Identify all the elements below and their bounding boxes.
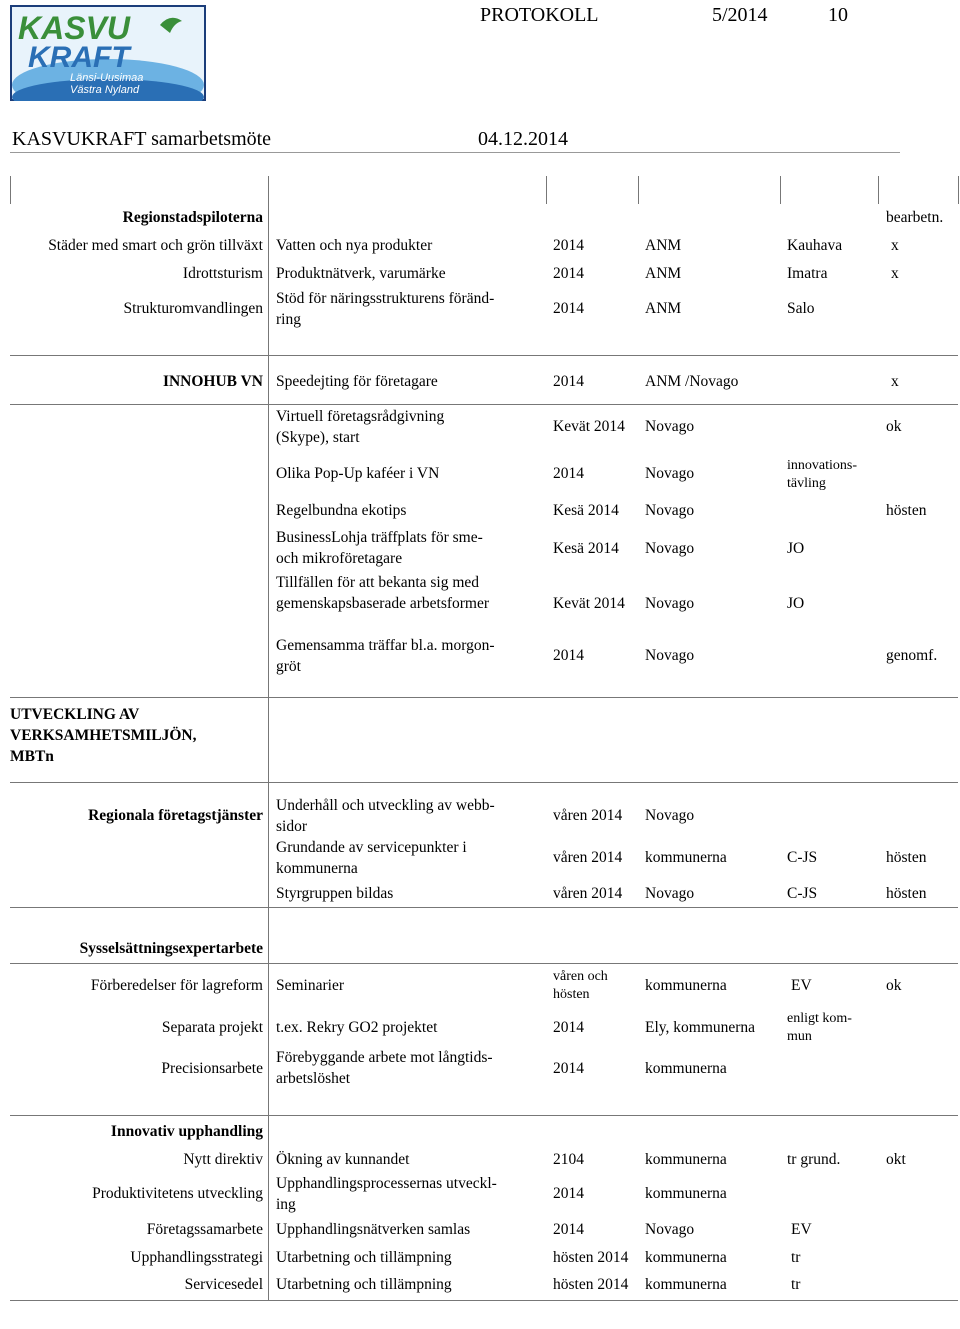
activity-cell: Produktnätverk, varumärke (276, 265, 446, 282)
time-cell: våren och (553, 969, 608, 984)
time-cell: hösten 2014 (553, 1276, 629, 1293)
responsible-cell: kommunerna (645, 849, 727, 866)
activity-cell: Regelbundna ekotips (276, 502, 407, 519)
time-cell: 2014 (553, 465, 584, 482)
svg-text:KASVU: KASVU (18, 10, 131, 46)
doc-type: PROTOKOLL (480, 4, 599, 26)
time-cell: 2014 (553, 265, 584, 282)
responsible-cell: kommunerna (645, 1276, 727, 1293)
doc-number: 5/2014 (712, 4, 768, 26)
activity-cell: Underhåll och utveckling av webb- (276, 797, 495, 814)
time-cell: 2014 (553, 1221, 584, 1238)
status-cell: okt (886, 1151, 906, 1168)
header-divider (10, 152, 900, 153)
activity-cell: t.ex. Rekry GO2 projektet (276, 1019, 438, 1036)
activity-cell: Virtuell företagsrådgivning (276, 408, 445, 425)
activity-cell: Utarbetning och tillämpning (276, 1249, 452, 1266)
time-cell: våren 2014 (553, 807, 623, 824)
time-cell: Kevät 2014 (553, 418, 625, 435)
responsible-cell: kommunerna (645, 1185, 727, 1202)
grid-line (878, 176, 879, 204)
contact-cell: C-JS (787, 849, 818, 866)
activity-cell: kommunerna (276, 860, 358, 877)
contact-cell: EV (791, 977, 812, 994)
time-cell: 2014 (553, 1060, 584, 1077)
contact-cell: JO (787, 540, 805, 557)
activity-cell: Utarbetning och tillämpning (276, 1276, 452, 1293)
time-cell: Kevät 2014 (553, 595, 625, 612)
category-cell: Servicesedel (184, 1276, 263, 1293)
svg-text:Länsi-Uusimaa: Länsi-Uusimaa (70, 72, 144, 84)
activity-cell: Upphandlingsnätverken samlas (276, 1221, 471, 1238)
page-number: 10 (828, 4, 848, 26)
category-cell: Företagssamarbete (146, 1221, 263, 1238)
activity-cell: Speedejting för företagare (276, 373, 438, 390)
responsible-cell: ANM (645, 237, 682, 254)
section-divider (10, 404, 958, 405)
grid-line (638, 176, 639, 204)
status-cell: hösten (886, 885, 927, 902)
svg-text:KRAFT: KRAFT (28, 41, 130, 74)
responsible-cell: ANM /Novago (645, 373, 739, 390)
meeting-title: KASVUKRAFT samarbetsmöte (12, 128, 272, 150)
responsible-cell: kommunerna (645, 1151, 727, 1168)
contact-cell: EV (791, 1221, 812, 1238)
section-divider (10, 1115, 958, 1116)
section-title: Regionala företagstjänster (88, 807, 263, 824)
section-title: Sysselsättningsexpertarbete (79, 940, 263, 957)
grid-line (10, 176, 11, 204)
section-title: MBTn (10, 748, 54, 765)
responsible-cell: Novago (645, 540, 695, 557)
section-divider (10, 1300, 958, 1301)
time-cell: hösten 2014 (553, 1249, 629, 1266)
responsible-cell: Novago (645, 885, 695, 902)
time-cell: 2014 (553, 300, 584, 317)
responsible-cell: ANM (645, 265, 682, 282)
time-cell: Kesä 2014 (553, 540, 619, 557)
contact-cell: Salo (787, 300, 815, 317)
responsible-cell: kommunerna (645, 1060, 727, 1077)
category-cell: Upphandlingsstrategi (130, 1249, 263, 1266)
status-cell: bearbetn. (886, 209, 944, 226)
contact-cell: tävling (787, 476, 826, 491)
responsible-cell: Novago (645, 418, 695, 435)
activity-cell: Seminarier (276, 977, 345, 994)
time-cell: 2014 (553, 1019, 584, 1036)
activity-cell: ing (276, 1196, 296, 1213)
time-cell: 2014 (553, 373, 584, 390)
activity-cell: Ökning av kunnandet (276, 1151, 410, 1168)
contact-cell: tr (791, 1249, 801, 1266)
activity-cell: Grundande av servicepunkter i (276, 839, 467, 856)
activity-cell: (Skype), start (276, 429, 360, 446)
time-cell: 2014 (553, 1185, 584, 1202)
status-cell: x (891, 373, 899, 390)
section-title: UTVECKLING AV (10, 706, 140, 723)
contact-cell: tr grund. (787, 1151, 841, 1168)
category-cell: Nytt direktiv (183, 1151, 263, 1168)
activity-cell: Förebyggande arbete mot långtids- (276, 1049, 493, 1066)
activity-cell: sidor (276, 818, 307, 835)
activity-cell: ring (276, 311, 301, 328)
contact-cell: Imatra (787, 265, 828, 282)
time-cell: 2014 (553, 647, 584, 664)
grid-line (268, 176, 269, 1301)
status-cell: ok (886, 418, 902, 435)
activity-cell: arbetslöshet (276, 1070, 351, 1087)
section-divider (10, 355, 958, 356)
time-cell: våren 2014 (553, 849, 623, 866)
status-cell: hösten (886, 502, 927, 519)
contact-cell: Kauhava (787, 237, 843, 254)
contact-cell: C-JS (787, 885, 818, 902)
grid-line (780, 176, 781, 204)
responsible-cell: Ely, kommunerna (645, 1019, 756, 1036)
activity-cell: Olika Pop-Up kaféer i VN (276, 465, 440, 482)
section-divider (10, 782, 958, 783)
status-cell: ok (886, 977, 902, 994)
responsible-cell: Novago (645, 595, 695, 612)
activity-cell: Styrgruppen bildas (276, 885, 394, 902)
activity-cell: Gemensamma träffar bl.a. morgon- (276, 637, 495, 654)
activity-cell: gröt (276, 658, 301, 675)
grid-line (958, 176, 959, 204)
time-cell: 2104 (553, 1151, 584, 1168)
section-title: Innovativ upphandling (110, 1123, 263, 1140)
time-cell: 2014 (553, 237, 584, 254)
category-cell: Strukturomvandlingen (123, 300, 263, 317)
contact-cell: JO (787, 595, 805, 612)
grid-line (546, 176, 547, 204)
status-cell: x (891, 237, 899, 254)
responsible-cell: Novago (645, 807, 695, 824)
activity-cell: BusinessLohja träffplats för sme- (276, 529, 483, 546)
section-title: Regionstadspiloterna (122, 209, 263, 226)
responsible-cell: Novago (645, 1221, 695, 1238)
activity-cell: Upphandlingsprocessernas utveckl- (276, 1175, 497, 1192)
status-cell: x (891, 265, 899, 282)
category-cell: Produktivitetens utveckling (92, 1185, 263, 1202)
category-cell: Separata projekt (161, 1019, 263, 1036)
activity-cell: Vatten och nya produkter (276, 237, 433, 254)
time-cell: hösten (553, 987, 590, 1002)
category-cell: Förberedelser för lagreform (90, 977, 263, 994)
time-cell: Kesä 2014 (553, 502, 619, 519)
svg-text:Västra Nyland: Västra Nyland (70, 84, 140, 96)
status-cell: hösten (886, 849, 927, 866)
category-cell: Städer med smart och grön tillväxt (48, 237, 263, 254)
section-title: VERKSAMHETSMILJÖN, (10, 727, 197, 744)
contact-cell: tr (791, 1276, 801, 1293)
contact-cell: mun (787, 1029, 812, 1044)
activity-cell: gemenskapsbaserade arbetsformer (276, 595, 490, 612)
time-cell: våren 2014 (553, 885, 623, 902)
section-divider (10, 963, 958, 964)
responsible-cell: kommunerna (645, 1249, 727, 1266)
status-cell: genomf. (886, 647, 938, 664)
contact-cell: innovations- (787, 458, 857, 473)
responsible-cell: Novago (645, 465, 695, 482)
kasvukraft-logo (10, 5, 206, 101)
responsible-cell: kommunerna (645, 977, 727, 994)
responsible-cell: ANM (645, 300, 682, 317)
section-title: INNOHUB VN (162, 373, 263, 390)
section-divider (10, 907, 958, 908)
responsible-cell: Novago (645, 502, 695, 519)
meeting-date: 04.12.2014 (478, 128, 568, 150)
responsible-cell: Novago (645, 647, 695, 664)
category-cell: Idrottsturism (182, 265, 263, 282)
category-cell: Precisionsarbete (161, 1060, 263, 1077)
activity-cell: och mikroföretagare (276, 550, 403, 567)
activity-cell: Tillfällen för att bekanta sig med (276, 574, 480, 591)
activity-cell: Stöd för näringsstrukturens föränd- (276, 290, 495, 307)
contact-cell: enligt kom- (787, 1011, 852, 1026)
section-divider (10, 697, 958, 698)
